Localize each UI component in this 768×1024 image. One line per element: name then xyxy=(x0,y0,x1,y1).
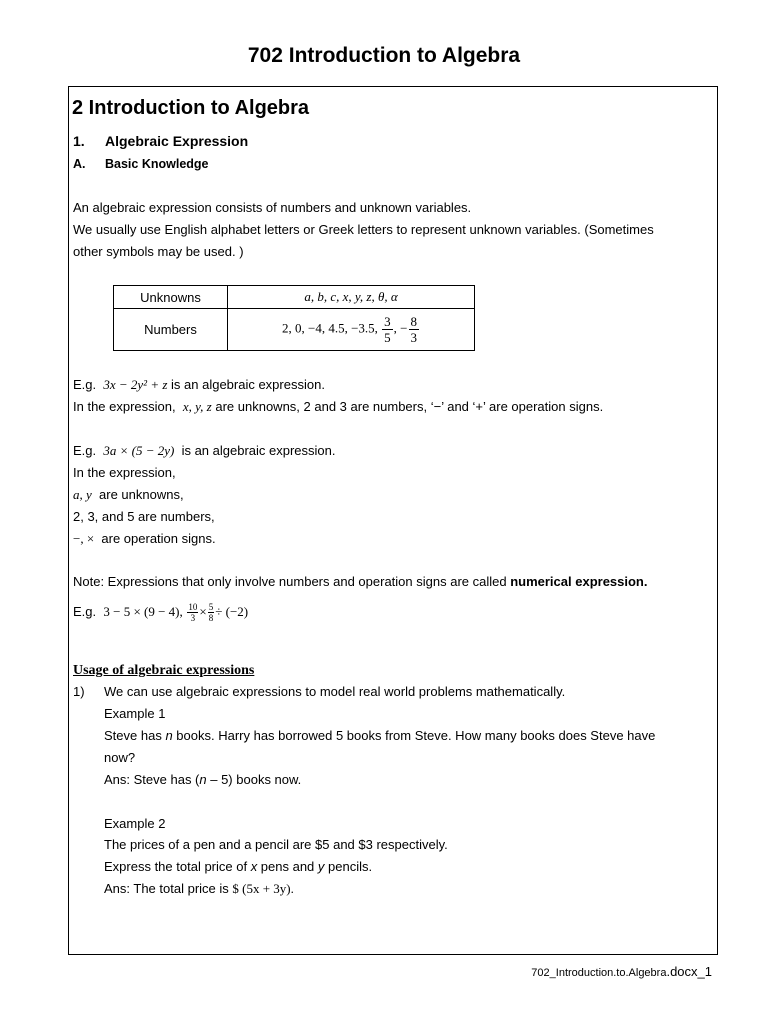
heading-algebraic-expression xyxy=(73,133,248,149)
example-2-line-2: In the expression, xyxy=(73,465,176,480)
content-frame xyxy=(68,86,718,955)
example-2-question: The prices of a pen and a pencil are $5 and $3 respectively. xyxy=(104,837,448,852)
fraction-eight-thirds: $\frac{8}{3}$ xyxy=(410,314,417,345)
note-example: E.g. 3 − 5 × (9 − 4), $\frac{10}{3}$ × $\frac{5}{8}$ ÷ (−2) xyxy=(73,602,249,624)
table-row-unknowns xyxy=(114,286,475,309)
table-label-numbers: Numbers xyxy=(114,309,228,351)
subheading-number: A. xyxy=(73,157,86,171)
intro-line-2: We usually use English alphabet letters or Greek letters to represent unknown variables. (Sometimes xyxy=(73,222,654,237)
heading-number: 1. xyxy=(73,133,85,149)
example-1-title: Example 1 xyxy=(104,706,166,721)
example-1-question-cont: now? xyxy=(104,750,136,765)
unknowns-numbers-table xyxy=(113,285,475,351)
footer-extension: .docx_1 xyxy=(666,964,712,979)
section-title: 2 Introduction to Algebra xyxy=(72,97,310,119)
document-title: 702 Introduction to Algebra xyxy=(247,44,521,67)
example-2-line-4: 2, 3, and 5 are numbers, xyxy=(73,509,215,524)
example-2-question-cont: Express the total price of x pens and y pencils. xyxy=(104,859,373,874)
numbers-list: 2, 0, −4, 4.5, −3.5, xyxy=(281,320,382,336)
fraction-three-fifths: $\frac{3}{5}$ xyxy=(384,314,391,345)
example-2-line-3: a, y are unknowns, xyxy=(73,487,184,502)
example-1-explanation: In the expression, x, y, z are unknowns, 2 and 3 are numbers, ‘−’ and ‘+’ are operation signs. xyxy=(73,399,604,414)
example-2-line: E.g. 3a × (5 − 2y) is an algebraic expression. xyxy=(73,443,336,458)
heading-text: Algebraic Expression xyxy=(105,133,249,149)
note-line: Note: Expressions that only involve numbers and operation signs are called numerical expression. xyxy=(73,574,648,589)
example-2-title: Example 2 xyxy=(104,816,166,831)
numbers-separator: , − xyxy=(393,320,408,336)
intro-line-3: other symbols may be used. ) xyxy=(73,244,244,259)
usage-item-1 xyxy=(73,684,85,700)
example-1-question: Steve has n books. Harry has borrowed 5 books from Steve. How many books does Steve have xyxy=(104,728,656,743)
example-2-expression: 3a × (5 − 2y) xyxy=(103,443,175,458)
example-1-answer: Ans: Steve has (n – 5) books now. xyxy=(104,772,302,787)
usage-item-text: We can use algebraic expressions to model real world problems mathematically. xyxy=(104,684,566,699)
example-2-line-5: −, × are operation signs. xyxy=(73,531,216,546)
table-label-unknowns: Unknowns xyxy=(114,286,228,309)
table-value-unknowns: a, b, c, x, y, z, θ, α xyxy=(228,286,475,309)
fraction-five-eighths: $\frac{5}{8}$ xyxy=(208,602,214,624)
usage-title: Usage of algebraic expressions xyxy=(73,663,255,678)
table-row-numbers xyxy=(114,309,475,351)
page-footer xyxy=(531,964,712,979)
footer-filename: 702_Introduction.to.Algebra xyxy=(531,967,667,979)
fraction-ten-thirds: $\frac{10}{3}$ xyxy=(188,602,198,624)
table-value-numbers xyxy=(228,309,475,351)
example-1-expression: 3x − 2y² + z xyxy=(103,377,168,392)
intro-line-1: An algebraic expression consists of numbers and unknown variables. xyxy=(73,200,472,215)
subheading-basic-knowledge xyxy=(73,157,209,171)
subheading-text: Basic Knowledge xyxy=(105,157,209,171)
example-1-line: E.g. 3x − 2y² + z is an algebraic expression. xyxy=(73,377,325,392)
example-2-answer-expression: $ (5x + 3y). xyxy=(232,881,294,896)
note-bold-term: numerical expression. xyxy=(510,574,648,589)
usage-item-number: 1) xyxy=(73,684,85,699)
example-2-answer: Ans: The total price is $ (5x + 3y). xyxy=(104,881,294,896)
